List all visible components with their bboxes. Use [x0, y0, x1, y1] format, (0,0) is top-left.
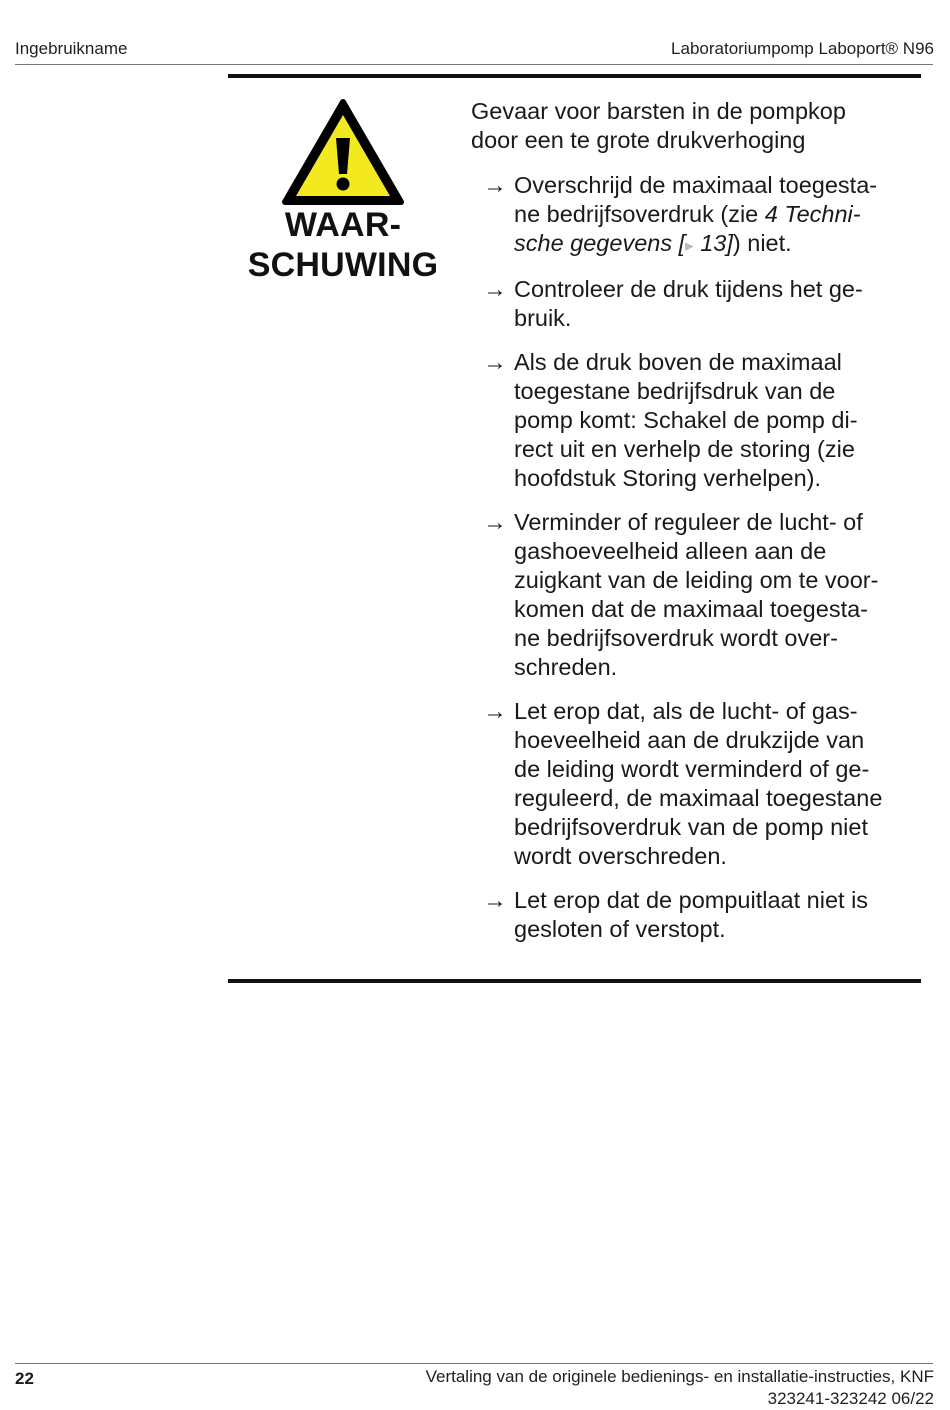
safety-measure [483, 348, 923, 493]
header-divider [15, 64, 933, 65]
warning-triangle-icon [281, 98, 405, 206]
safety-measure [483, 508, 923, 682]
header-section-title: Ingebruikname [15, 39, 128, 58]
measure-line: Als de druk boven de maximaal [514, 349, 842, 375]
measure-line: komen dat de maximaal toegesta- [514, 596, 868, 622]
measure-line: ne bedrijfsoverdruk wordt over- [514, 625, 838, 651]
header-product-name: Laboratoriumpomp Laboport® N96 [671, 39, 934, 58]
measure-line: Let erop dat de pompuitlaat niet is [514, 887, 869, 913]
measure-line: wordt overschreden. [514, 843, 727, 869]
arrow-right-icon: → [483, 349, 507, 375]
safety-measure [483, 171, 923, 260]
safety-measure [483, 697, 923, 871]
cross-reference-link[interactable]: sche gegevens [ [514, 230, 686, 256]
hazard-description [471, 97, 911, 155]
arrow-right-icon: → [483, 887, 507, 913]
cross-reference-link[interactable]: 4 Techni- [764, 201, 861, 227]
page-number: 22 [15, 1369, 34, 1388]
measure-line: gashoeveelheid alleen aan de [514, 538, 827, 564]
measure-line [514, 200, 923, 229]
signal-word-line1: WAAR- [284, 206, 402, 244]
measure-line: Verminder of reguleer de lucht- of [514, 509, 863, 535]
page-reference-icon: ▸ [685, 236, 694, 255]
hazard-line: door een te grote drukverhoging [471, 127, 806, 153]
footer-line: Vertaling van de originele bedienings- en installatie-instructies, KNF [425, 1367, 934, 1386]
warning-box-top-rule [228, 74, 921, 78]
measure-line: zuigkant van de leiding om te voor- [514, 567, 879, 593]
measure-line: schreden. [514, 654, 618, 680]
arrow-right-icon: → [483, 172, 507, 198]
signal-word [236, 205, 450, 285]
footer-divider [15, 1363, 933, 1364]
footer-document-info [426, 1366, 934, 1410]
warning-box-bottom-rule [228, 979, 921, 983]
measure-line: toegestane bedrijfsdruk van de [514, 378, 836, 404]
measure-line: bruik. [514, 305, 572, 331]
measure-line: pomp komt: Schakel de pomp di- [514, 407, 858, 433]
arrow-right-icon: → [483, 509, 507, 535]
measure-line: rect uit en verhelp de storing (zie [514, 436, 855, 462]
measure-line: Let erop dat, als de lucht- of gas- [514, 698, 858, 724]
safety-measures-list [483, 171, 923, 959]
measure-text: ne bedrijfsoverdruk (zie [514, 201, 765, 227]
safety-measure [483, 886, 923, 944]
measure-line: reguleerd, de maximaal toegestane [514, 785, 883, 811]
arrow-right-icon: → [483, 276, 507, 302]
measure-line: Controleer de druk tijdens het ge- [514, 276, 863, 302]
measure-line: de leiding wordt verminderd of ge- [514, 756, 870, 782]
page-reference-link[interactable]: 13] [693, 230, 733, 256]
footer-line: 323241-323242 06/22 [767, 1389, 934, 1408]
arrow-right-icon: → [483, 698, 507, 724]
safety-measure [483, 275, 923, 333]
measure-text: ) niet. [732, 230, 792, 256]
signal-word-line2: SCHUWING [247, 246, 439, 284]
measure-line: gesloten of verstopt. [514, 916, 726, 942]
measure-line [514, 229, 923, 260]
measure-line: hoofdstuk Storing verhelpen). [514, 465, 821, 491]
measure-line: bedrijfsoverdruk van de pomp niet [514, 814, 869, 840]
hazard-line: Gevaar voor barsten in de pompkop [471, 98, 846, 124]
measure-line: Overschrijd de maximaal toegesta- [514, 172, 878, 198]
measure-line: hoeveelheid aan de drukzijde van [514, 727, 865, 753]
